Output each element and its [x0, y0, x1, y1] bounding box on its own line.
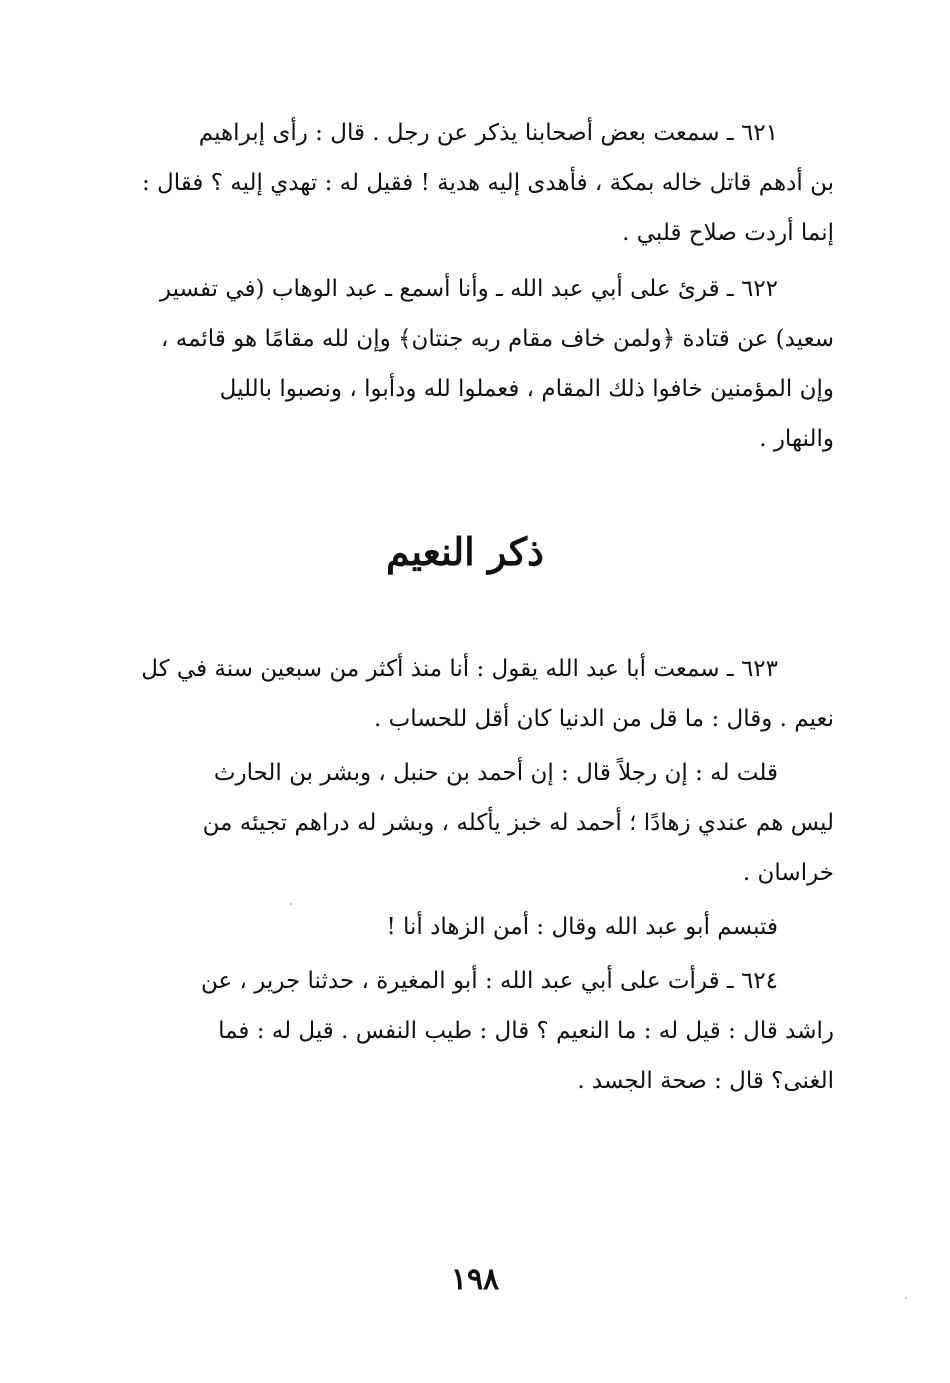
paragraph-623-answer [96, 902, 834, 952]
paragraph-624 [96, 956, 834, 1106]
text-line: نعيم . وقال : ما قل من الدنيا كان أقل للحساب . [373, 706, 834, 732]
text-line: وإن المؤمنين خافوا ذلك المقام ، فعملوا لله ودأبوا ، ونصبوا بالليل [219, 376, 834, 402]
scan-speck [905, 1297, 907, 1299]
text-line: الغنى؟ قال : صحة الجسد . [577, 1068, 834, 1094]
paragraph-621 [96, 108, 834, 258]
text-line: فتبسم أبو عبد الله وقال : أمن الزهاد أنا ! [386, 914, 778, 940]
text-line: ليس هم عندي زهادًا ؛ أحمد له خبز يأكله ، وبشر له دراهم تجيئه من [202, 810, 834, 836]
paragraph-622 [96, 264, 834, 464]
page-body [96, 108, 834, 1328]
paragraph-623-question [96, 748, 834, 898]
section-heading: ذكر النعيم [386, 529, 544, 574]
text-line: ٦٢٣ ـ سمعت أبا عبد الله يقول : أنا منذ أكثر من سبعين سنة في كل [141, 656, 778, 682]
text-line: ٦٢٢ ـ قرئ على أبي عبد الله ـ وأنا أسمع ـ عبد الوهاب (في تفسير [159, 276, 778, 302]
text-line: خراسان . [742, 860, 834, 886]
text-line: بن أدهم قاتل خاله بمكة ، فأهدى إليه هدية ! فقيل له : تهدي إليه ؟ فقال : [142, 170, 834, 196]
text-line: سعيد) عن قتادة ﴿ولمن خاف مقام ربه جنتان﴾ وإن لله مقامًا هو قائمه ، [161, 326, 834, 352]
text-line: ٦٢٤ ـ قرأت على أبي عبد الله : أبو المغيرة ، حدثنا جرير ، عن [200, 968, 778, 994]
text-line: ٦٢١ ـ سمعت بعض أصحابنا يذكر عن رجل . قال : رأى إبراهيم [198, 120, 778, 146]
page-number: ١٩٨ [450, 1262, 500, 1297]
text-line: قلت له : إن رجلاً قال : إن أحمد بن حنبل ، وبشر بن الحارث [213, 760, 778, 786]
paragraph-623 [96, 644, 834, 744]
text-line: إنما أردت صلاح قلبي . [622, 220, 834, 246]
text-line: والنهار . [759, 426, 834, 452]
scan-speck [290, 903, 292, 905]
text-line: راشد قال : قيل له : ما النعيم ؟ قال : طيب النفس . قيل له : فما [218, 1018, 834, 1044]
